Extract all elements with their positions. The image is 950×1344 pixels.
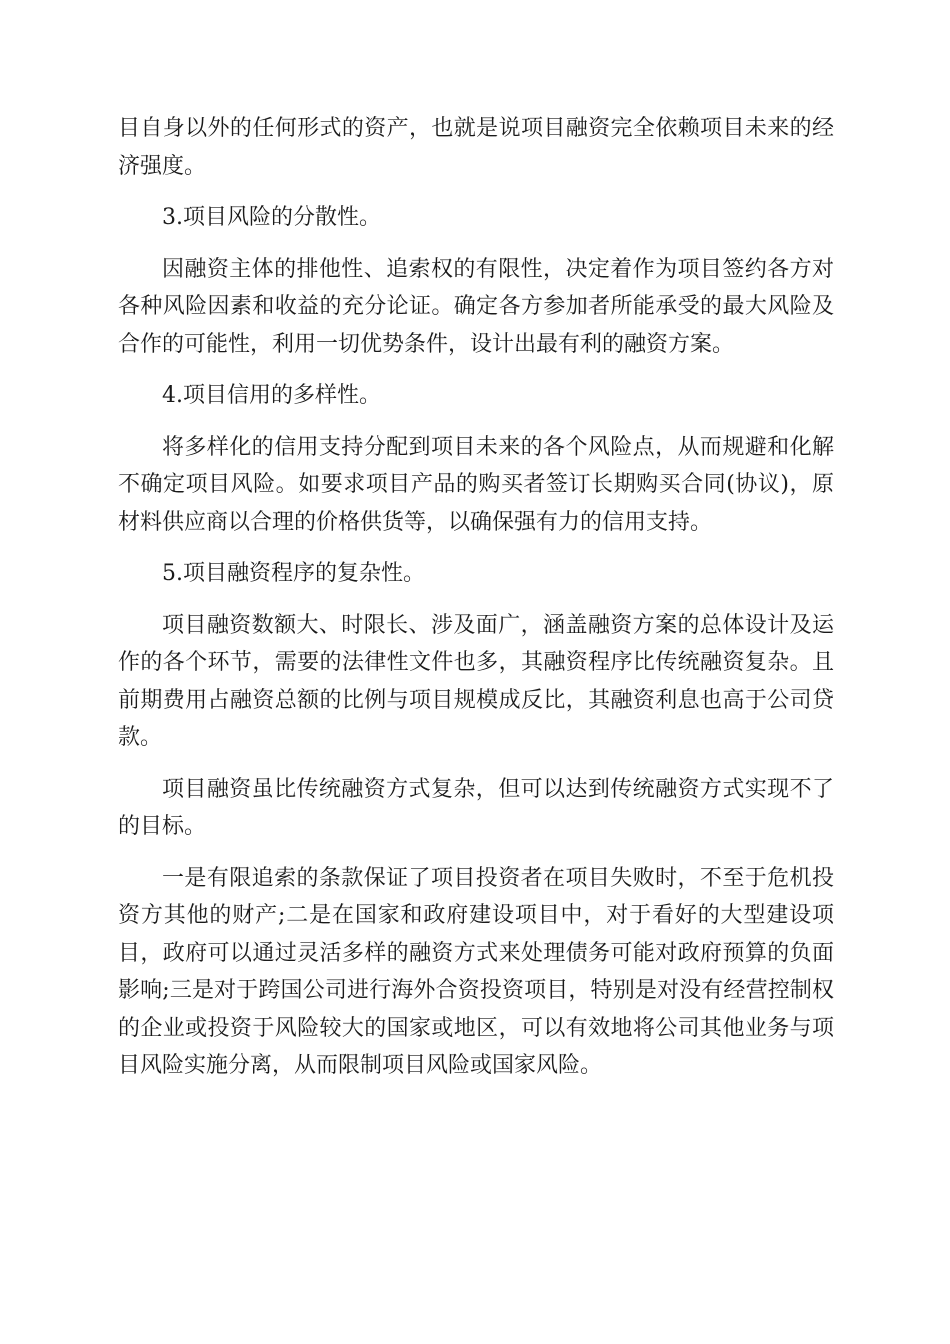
paragraph-credit-diversity: 将多样化的信用支持分配到项目未来的各个风险点，从而规避和化解不确定项目风险。如要求项目产品的购买者签订长期购买合同(协议)，原材料供应商以合理的价格供货等，以确保强有力的信用支持。 [118,434,834,535]
section-heading-4: 4.项目信用的多样性。 [162,383,381,408]
section-heading-3: 3.项目风险的分散性。 [162,205,381,230]
paragraph-risk-dispersion: 因融资主体的排他性、追索权的有限性，决定着作为项目签约各方对各种风险因素和收益的充分论证。确定各方参加者所能承受的最大风险及合作的可能性，利用一切优势条件，设计出最有利的融资方案。 [118,256,834,357]
paragraph-goals: 项目融资虽比传统融资方式复杂，但可以达到传统融资方式实现不了的目标。 [118,776,834,839]
paragraph-advantages: 一是有限追索的条款保证了项目投资者在项目失败时，不至于危机投资方其他的财产;二是在国家和政府建设项目中，对于看好的大型建设项目，政府可以通过灵活多样的融资方式来处理债务可能对政府预算的负面影响;三是对于跨国公司进行海外合资投资项目，特别是对没有经营控制权的企业或投资于风险较大的国家或地区，可以有效地将公司其他业务与项目风险实施分离，从而限制项目风险或国家风险。 [118,865,834,1078]
paragraph-procedure-complexity: 项目融资数额大、时限长、涉及面广，涵盖融资方案的总体设计及运作的各个环节，需要的法律性文件也多，其融资程序比传统融资复杂。且前期费用占融资总额的比例与项目规模成反比，其融资利息也高于公司贷款。 [118,612,834,750]
paragraph-continuation: 目自身以外的任何形式的资产，也就是说项目融资完全依赖项目未来的经济强度。 [118,116,834,179]
document-body [118,110,834,1099]
section-heading-5: 5.项目融资程序的复杂性。 [162,561,425,586]
